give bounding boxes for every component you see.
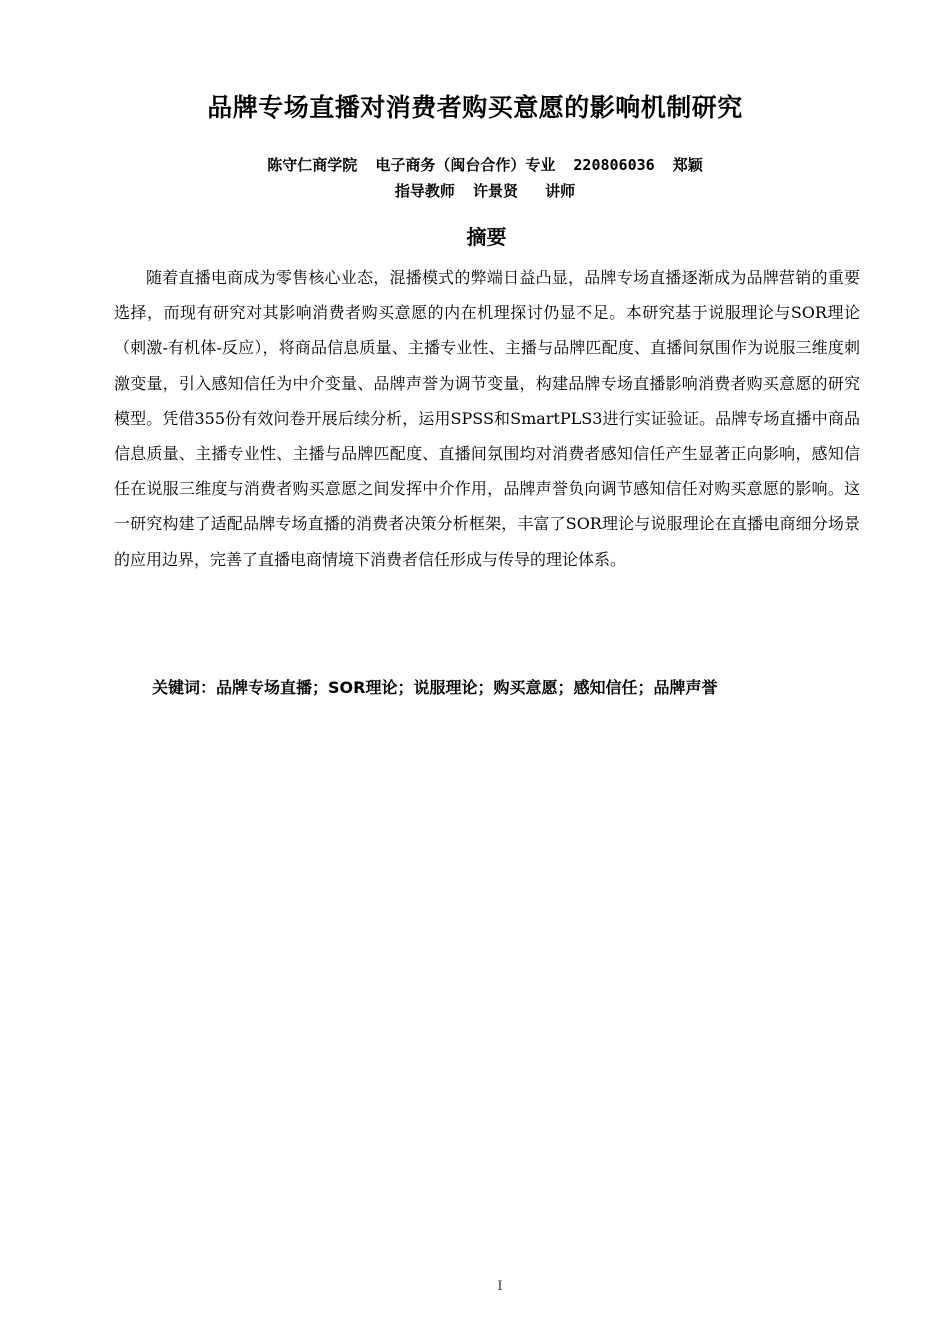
advisor-info: 指导教师 许景贤 讲师: [394, 182, 576, 200]
page-number: I: [497, 1279, 503, 1294]
paper-title: 品牌专场直播对消费者购买意愿的影响机制研究: [207, 93, 743, 122]
keywords: 关键词：品牌专场直播；SOR理论；说服理论；购买意愿；感知信任；品牌声誉: [152, 678, 718, 697]
abstract-heading: 摘要: [466, 225, 507, 249]
abstract-body: 随着直播电商成为零售核心业态，混播模式的弊端日益凸显，品牌专场直播逐渐成为品牌营销的重要选择，而现有研究对其影响消费者购买意愿的内在机理探讨仍显不足。本研究基于说服理论与SOR理论（刺激-有机体-反应），将商品信息质量、主播专业性、主播与品牌匹配度、直播间氛围作为说服三维度刺激变量，引入感知信任为中介变量、品牌声誉为调节变量，构建品牌专场直播影响消费者购买意愿的研究模型。凭借355份有效问卷开展后续分析，运用SPSS和SmartPLS3进行实证验证。品牌专场直播中商品信息质量、主播专业性、主播与品牌匹配度、直播间氛围均对消费者感知信任产生显著正向影响，感知信任在说服三维度与消费者购买意愿之间发挥中介作用，品牌声誉负向调节感知信任对购买意愿的影响。这一研究构建了适配品牌专场直播的消费者决策分析框架，丰富了SOR理论与说服理论在直播电商细分场景的应用边界，完善了直播电商情境下消费者信任形成与传导的理论体系。: [114, 268, 860, 569]
author-info: 陈守仁商学院 电子商务（闽台合作）专业 220806036 郑颖: [267, 156, 703, 174]
